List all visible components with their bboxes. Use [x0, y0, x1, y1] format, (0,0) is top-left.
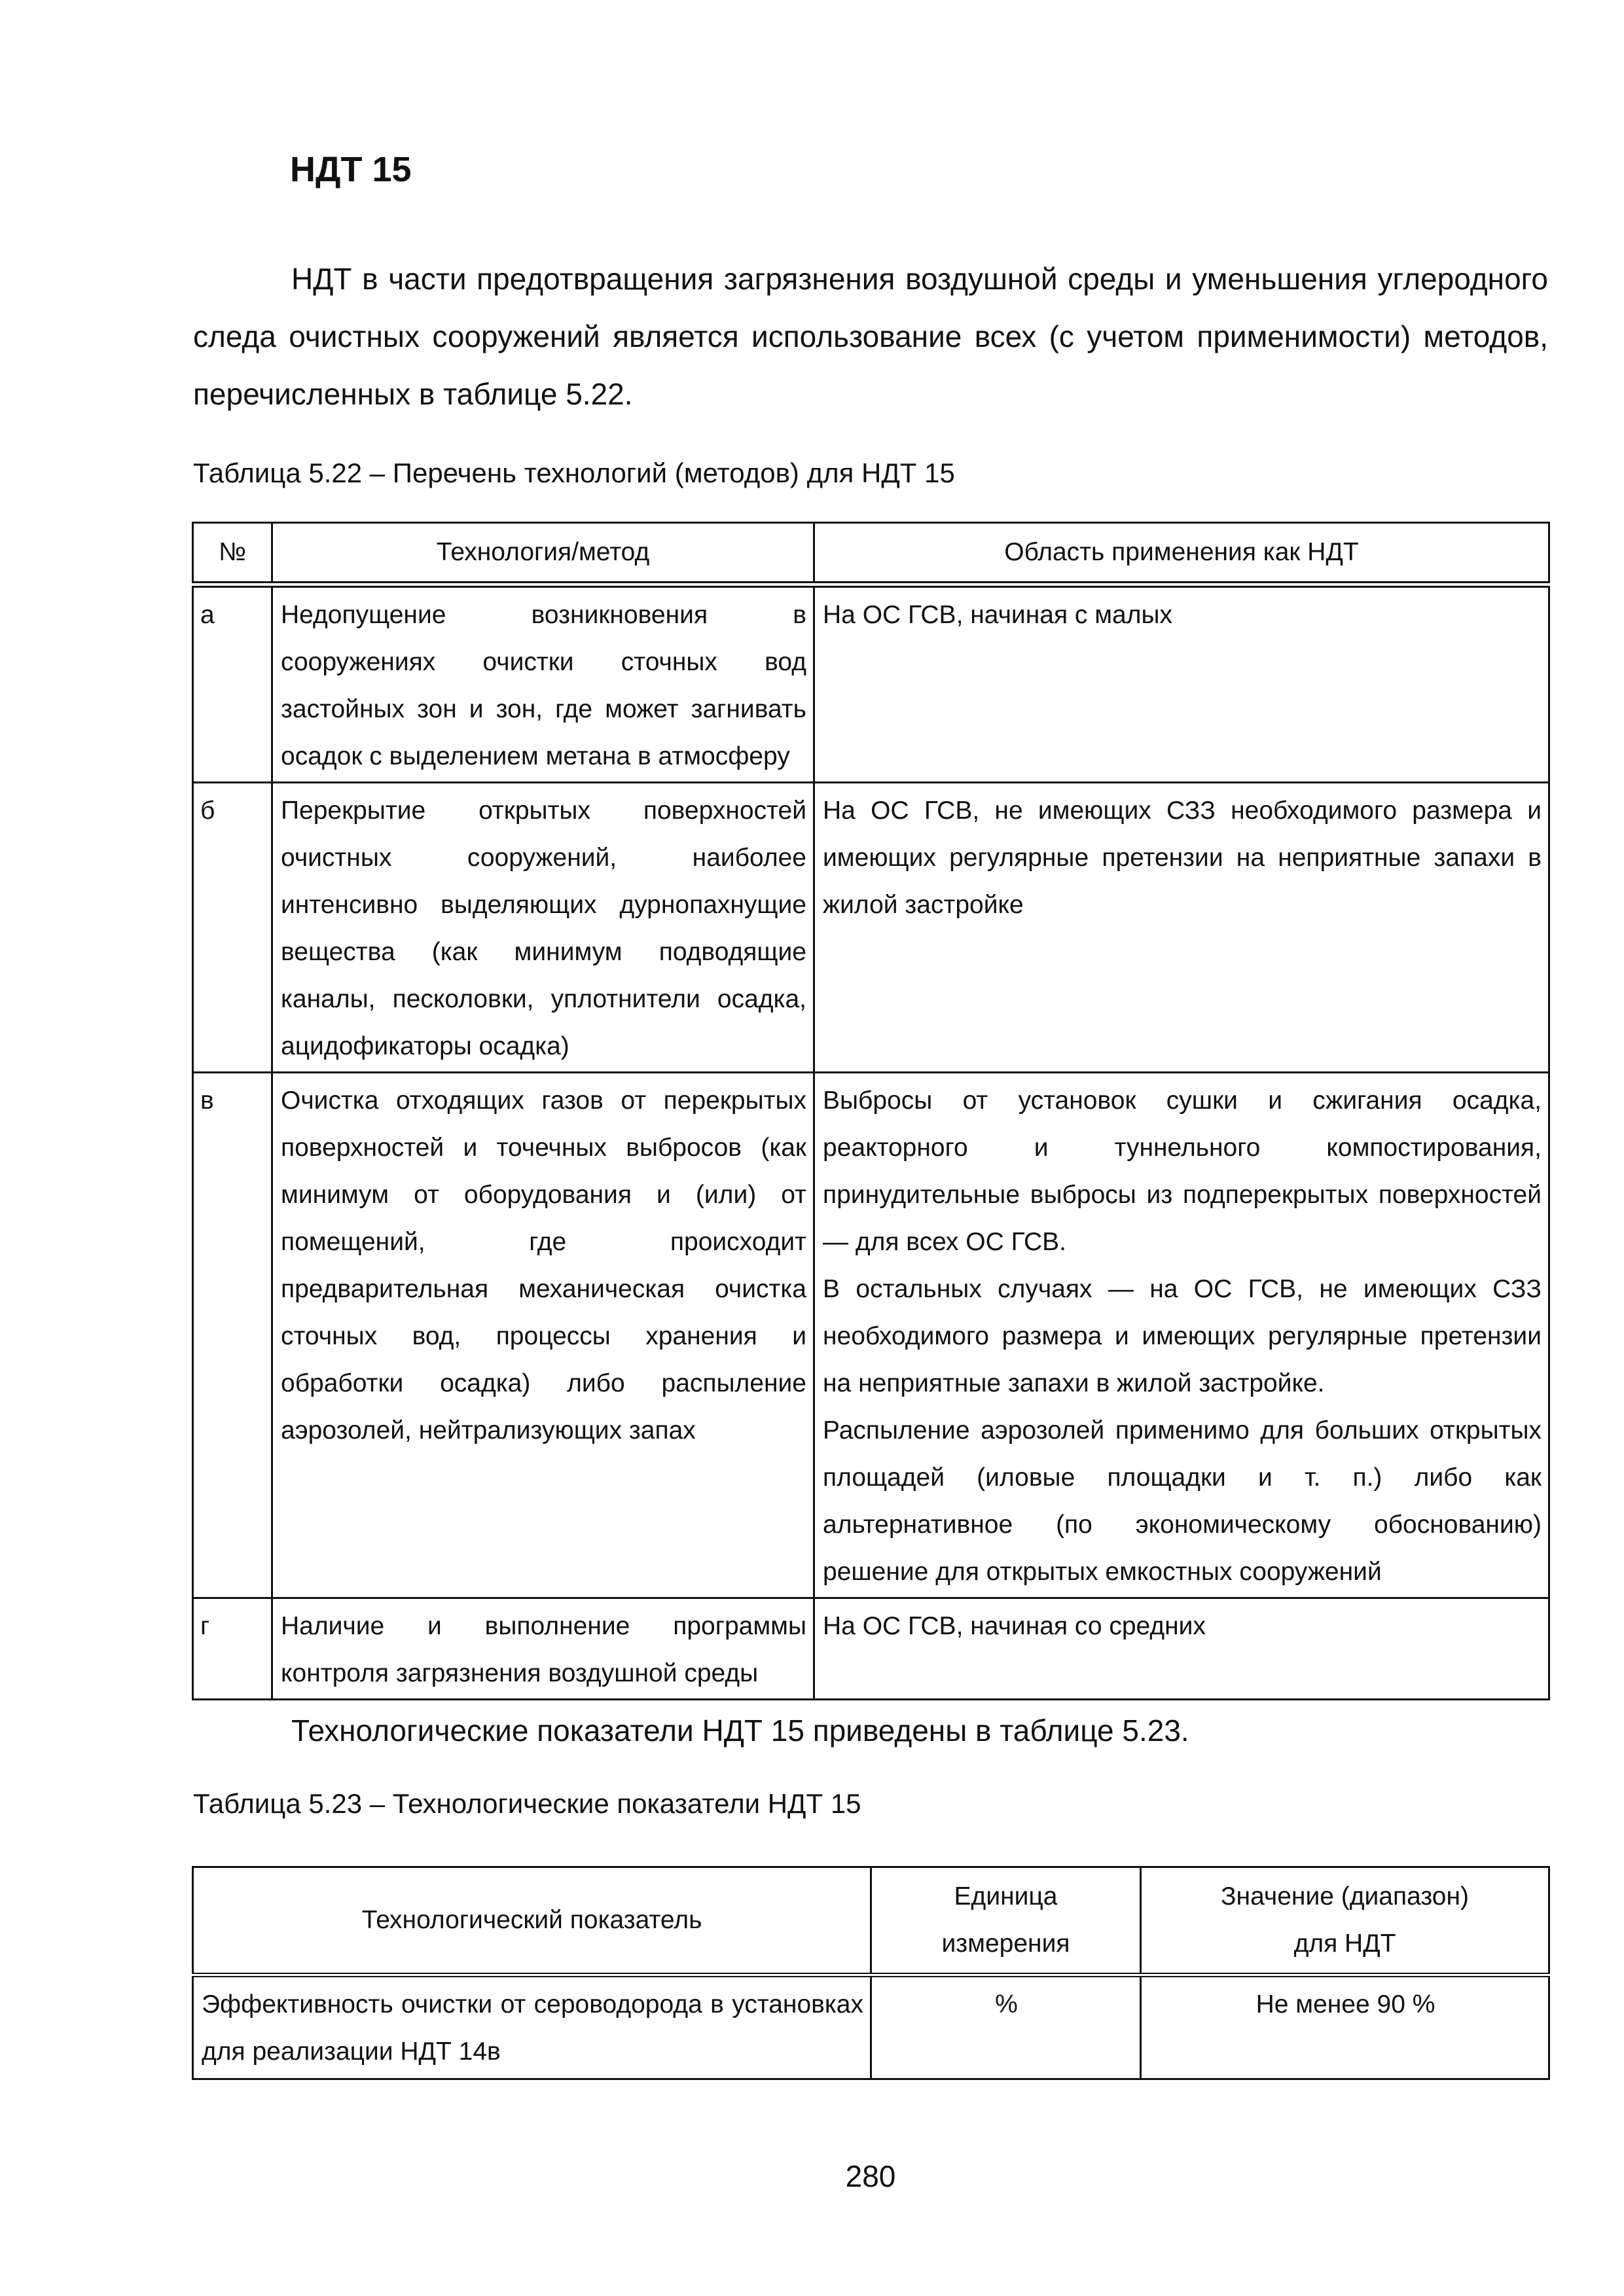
- row-number: а: [193, 584, 272, 783]
- application-area-text: В остальных случаях — на ОС ГСВ, не имеющих СЗЗ необходимого размера и имеющих регулярные претензии на неприятные запахи в жилой застройке.: [823, 1275, 1542, 1397]
- indicators-table: [192, 1866, 1550, 2080]
- second-paragraph: Технологические показатели НДТ 15 приведены в таблице 5.23.: [291, 1713, 1189, 1748]
- application-area-cell: [814, 783, 1549, 1073]
- technologies-table: [192, 522, 1550, 1700]
- header-application-area: Область применения как НДТ: [814, 523, 1549, 585]
- header-value: [1141, 1867, 1549, 1975]
- application-area-cell: [814, 1598, 1549, 1700]
- table-row: [193, 783, 1549, 1073]
- table-5-23-caption: Таблица 5.23 – Технологические показатели НДТ 15: [193, 1788, 861, 1819]
- header-unit: [871, 1867, 1141, 1975]
- unit-cell: %: [871, 1975, 1141, 2079]
- table-header-row: [193, 523, 1549, 585]
- header-value-text: Значение (диапазон) для НДТ: [1220, 1882, 1470, 1958]
- technology-cell: Недопущение возникновения в сооружениях очистки сточных вод застойных зон и зон, где может загнивать осадок с выделением метана в атмосферу: [272, 584, 814, 783]
- intro-paragraph: НДТ в части предотвращения загрязнения воздушной среды и уменьшения углеродного следа очистных сооружений является использование всех (с учетом применимости) методов, перечисленных в таблице 5.22.: [193, 262, 1548, 411]
- application-area-cell: [814, 584, 1549, 783]
- table-5-22-caption: Таблица 5.22 – Перечень технологий (методов) для НДТ 15: [193, 457, 955, 488]
- application-area-text: На ОС ГСВ, начиная со средних: [823, 1612, 1206, 1640]
- application-area-cell: [814, 1073, 1549, 1598]
- technology-cell: Наличие и выполнение программы контроля загрязнения воздушной среды: [272, 1598, 814, 1700]
- table-row: [193, 1975, 1549, 2079]
- application-area-text: На ОС ГСВ, не имеющих СЗЗ необходимого размера и имеющих регулярные претензии на неприятные запахи в жилой застройке: [823, 797, 1542, 919]
- value-cell: Не менее 90 %: [1141, 1975, 1549, 2079]
- table-row: [193, 1598, 1549, 1700]
- header-unit-text: Единица измерения: [941, 1882, 1070, 1958]
- application-area-text: На ОС ГСВ, начиная с малых: [823, 601, 1173, 629]
- section-heading: НДТ 15: [290, 150, 412, 189]
- row-number: б: [193, 783, 272, 1073]
- technology-cell: Перекрытие открытых поверхностей очистных сооружений, наиболее интенсивно выделяющих дурнопахнущие вещества (как минимум подводящие каналы, песколовки, уплотнители осадка, ацидофикаторы осадка): [272, 783, 814, 1073]
- header-technology: Технология/метод: [272, 523, 814, 585]
- row-number: г: [193, 1598, 272, 1700]
- row-number: в: [193, 1073, 272, 1598]
- application-area-text: Выбросы от установок сушки и сжигания осадка, реакторного и туннельного компостирования, принудительные выбросы из подперекрытых поверхностей — для всех ОС ГСВ.: [823, 1086, 1542, 1256]
- header-indicator: Технологический показатель: [193, 1867, 871, 1975]
- table-row: [193, 1073, 1549, 1598]
- page-number: 280: [845, 2159, 896, 2193]
- table-row: [193, 584, 1549, 783]
- indicator-cell: Эффективность очистки от сероводорода в установках для реализации НДТ 14в: [193, 1975, 871, 2079]
- table-header-row: [193, 1867, 1549, 1975]
- header-number: №: [193, 523, 272, 585]
- application-area-text: Распыление аэрозолей применимо для больших открытых площадей (иловые площадки и т. п.) либо как альтернативное (по экономическому обоснованию) решение для открытых емкостных сооружений: [823, 1416, 1542, 1586]
- technology-cell: Очистка отходящих газов от перекрытых поверхностей и точечных выбросов (как минимум от оборудования и (или) от помещений, где происходит предварительная механическая очистка сточных вод, процессы хранения и обработки осадка) либо распыление аэрозолей, нейтрализующих запах: [272, 1073, 814, 1598]
